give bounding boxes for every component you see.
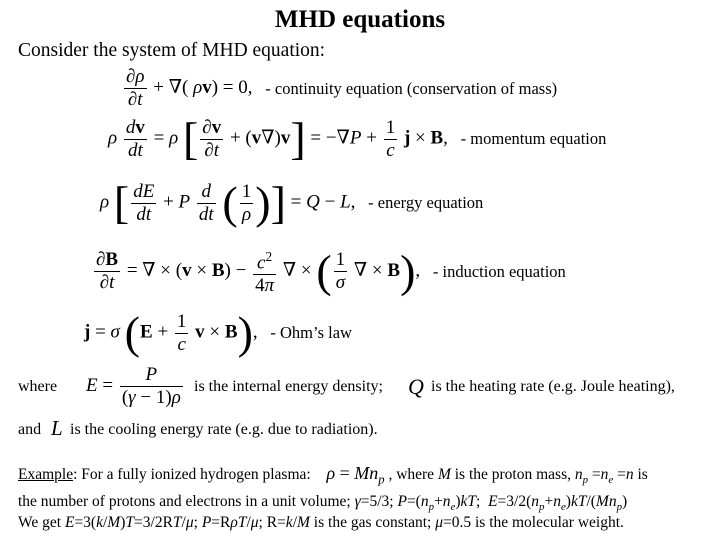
momentum-equation: ρ $\frac{dv}{dt}$ = ρ [ $\frac{\partial v}{\partial t}$ + (v∇)v] = −∇P + $\frac{1}{c}$ j × B, - momentum equation: [108, 113, 607, 164]
slide-title: MHD equations: [274, 6, 446, 33]
example-label: Example: [18, 466, 74, 483]
where-label: where: [18, 378, 58, 395]
ohms-law-equation: j = σ (E + $\frac{1}{c}$ v × B), - Ohm’s law: [84, 307, 352, 358]
example-intro: : For a fully ionized hydrogen plasma:: [73, 466, 311, 483]
example-line-2: the number of protons and electrons in a unit volume; γ=5/3; $P=(n_p+n_e)kT$; $E=3/2(n_p+n_e)kT/(Mn_p)$: [18, 493, 628, 514]
cooling-symbol: L: [51, 416, 63, 440]
induction-equation: $\frac{\partial B}{\partial t}$ = ∇ × (v × B) − $\frac{c^2}{4\pi}$ ∇ × ( $\frac{1}{\sigma}$ ∇ × B), - induction equation: [96, 245, 566, 297]
cooling-text: is the cooling energy rate (e.g. due to radiation).: [70, 421, 378, 438]
continuity-equation: $\frac{\partial\rho}{\partial t}$ + ∇( ρv) = 0, - continuity equation (conservation of mass): [126, 66, 558, 110]
heating-text: is the heating rate (e.g. Joule heating),: [431, 378, 675, 395]
heating-symbol: Q: [408, 374, 424, 399]
induction-note: - induction equation: [432, 261, 566, 281]
example-line-1: Example: For a fully ionized hydrogen plasma: $\rho = Mn_p$ , where M is the proton mass, $n_p =n_e =n$ is: [18, 463, 648, 487]
internal-energy-equation: E = $\frac{P}{(\gamma - 1)\rho}$: [86, 364, 181, 408]
example-line-3: We get E=3(k/M)T=3/2RT/μ; P=RρT/μ; R=k/M is the gas constant; μ=0.5 is the molecular weight.: [18, 514, 624, 531]
ohms-law-note: - Ohm’s law: [270, 323, 352, 342]
continuity-note: - continuity equation (conservation of mass): [265, 78, 558, 98]
internal-energy-text: is the internal energy density;: [194, 378, 383, 395]
and-label: and: [18, 421, 42, 438]
intro-text: Consider the system of MHD equation:: [18, 40, 326, 61]
example-proton-mass-text: , where M is the proton mass, $n_p =n_e =n$ is: [388, 466, 648, 487]
momentum-note: - momentum equation: [460, 129, 607, 148]
energy-equation: ρ [ $\frac{dE}{dt}$ + P $\frac{d}{dt}$ ( $\frac{1}{\rho}$ )] = Q − L, - energy equation: [100, 177, 484, 228]
energy-note: - energy equation: [368, 193, 484, 212]
